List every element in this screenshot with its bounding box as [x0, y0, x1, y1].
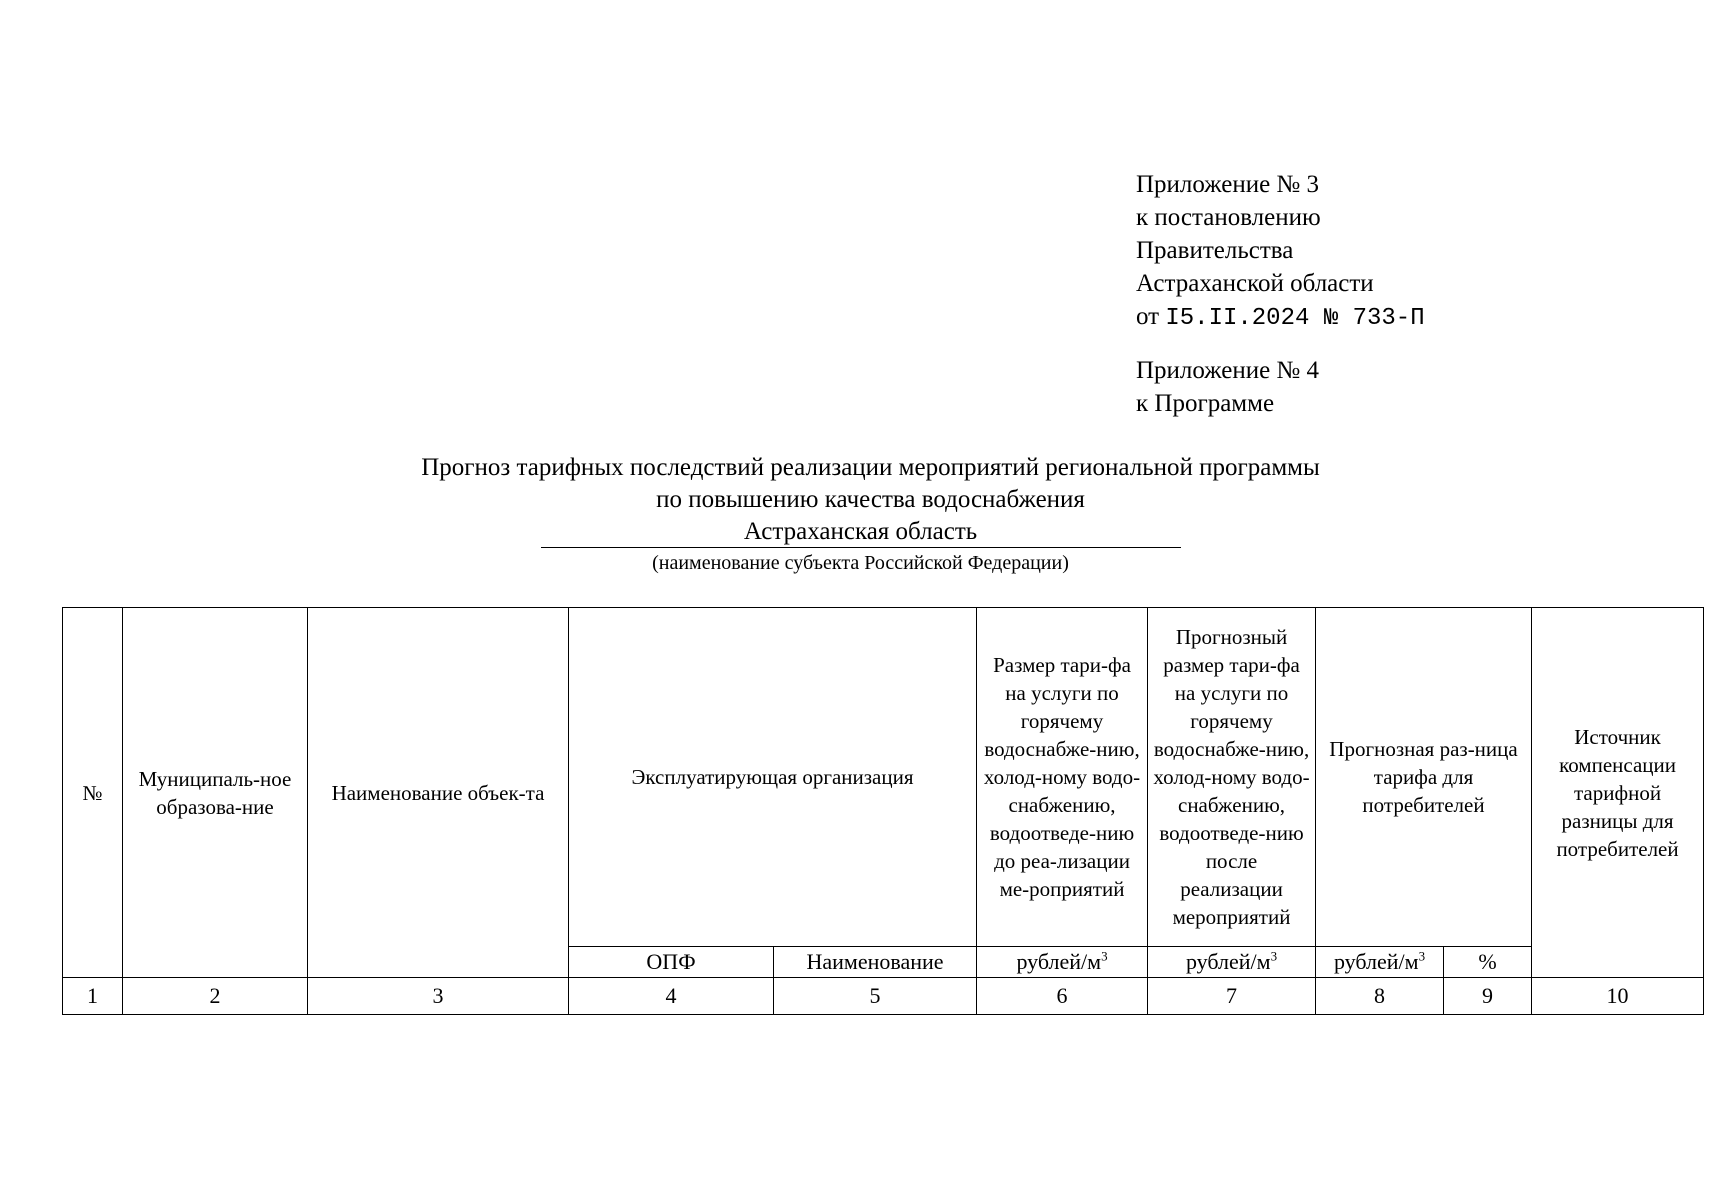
- tariff-forecast-table: [62, 607, 1704, 1015]
- subheader-unit-col7: рублей/$м^3$: [1148, 947, 1316, 978]
- appendix-main-date-prefix: от: [1136, 303, 1166, 330]
- column-number-1: 1: [63, 978, 123, 1015]
- subheader-unit-col9: %: [1444, 947, 1532, 978]
- header-operator: Эксплуатирующая организация: [569, 608, 977, 947]
- table-column-numbers-row: [63, 978, 1704, 1015]
- subheader-opf: ОПФ: [569, 947, 774, 978]
- appendix-main-date-line: [1136, 300, 1425, 335]
- appendix-main-stamp: [1136, 168, 1425, 335]
- column-number-3: 3: [308, 978, 569, 1015]
- document-title-block: [0, 452, 1721, 576]
- header-tariff-after: Прогнозный размер тари-фа на услуги по горячему водоснабже-нию, холод-ному водо-снабжению, водоотведе-нию после реализации мероприятий: [1148, 608, 1316, 947]
- column-number-6: 6: [977, 978, 1148, 1015]
- document-title-line2: по повышению качества водоснабжения: [656, 486, 1085, 513]
- document-title-line1: Прогноз тарифных последствий реализации мероприятий региональной программы: [421, 454, 1320, 481]
- column-number-10: 10: [1532, 978, 1704, 1015]
- column-number-4: 4: [569, 978, 774, 1015]
- column-number-2: 2: [123, 978, 308, 1015]
- appendix-main-line3: Правительства: [1136, 237, 1294, 264]
- header-object-name: Наименование объек-та: [308, 608, 569, 978]
- region-block: [541, 516, 1181, 576]
- header-forecast-difference: Прогнозная раз-ница тарифа для потребителей: [1316, 608, 1532, 947]
- appendix-program-line2: к Программе: [1136, 390, 1275, 417]
- column-number-9: 9: [1444, 978, 1532, 1015]
- appendix-program-stamp: [1136, 354, 1319, 420]
- header-compensation-source: Источник компенсации тарифной разницы для потребителей: [1532, 608, 1704, 978]
- subheader-unit-col6: рублей/$м^3$: [977, 947, 1148, 978]
- table-header-row: [63, 608, 1704, 947]
- appendix-main-line1: Приложение № 3: [1136, 171, 1320, 198]
- subheader-unit-col8: рублей/$м^3$: [1316, 947, 1444, 978]
- appendix-program-line1: Приложение № 4: [1136, 357, 1320, 384]
- header-municipality: Муниципаль-ное образова-ние: [123, 608, 308, 978]
- appendix-main-date-number: I5.II.2024 № 733-П: [1165, 305, 1425, 332]
- subheader-name: Наименование: [774, 947, 977, 978]
- header-number: №: [63, 608, 123, 978]
- column-number-8: 8: [1316, 978, 1444, 1015]
- column-number-5: 5: [774, 978, 977, 1015]
- region-caption: (наименование субъекта Российской Федерации): [652, 552, 1069, 574]
- appendix-main-line2: к постановлению: [1136, 204, 1321, 231]
- region-name: Астраханская область: [541, 516, 1181, 548]
- column-number-7: 7: [1148, 978, 1316, 1015]
- header-tariff-before: Размер тари-фа на услуги по горячему водоснабже-нию, холод-ному водо-снабжению, водоотведе-нию до реа-лизации ме-роприятий: [977, 608, 1148, 947]
- appendix-main-line4: Астраханской области: [1136, 270, 1374, 297]
